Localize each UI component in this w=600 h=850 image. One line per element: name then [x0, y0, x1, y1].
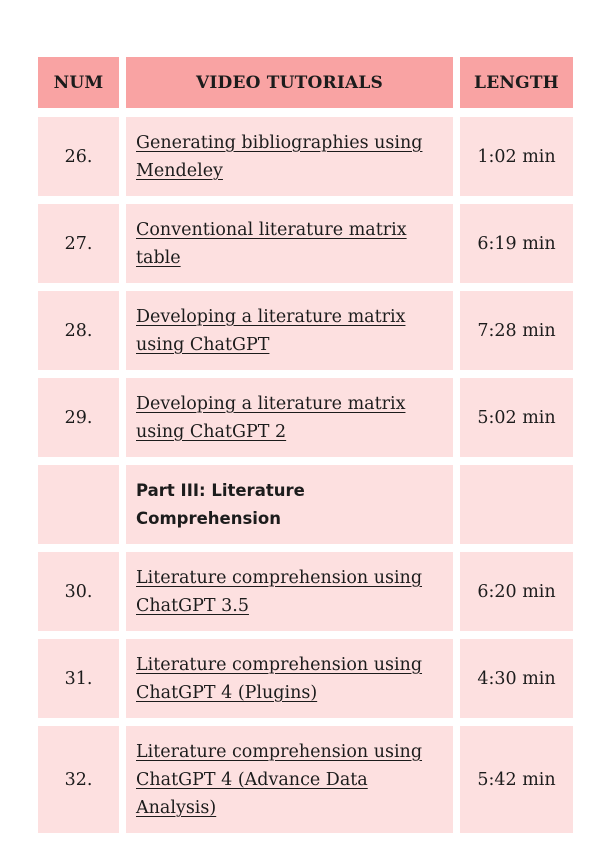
video-length: 5:02 min — [460, 378, 573, 457]
video-length: 6:19 min — [460, 204, 573, 283]
tutorial-title-cell — [126, 726, 453, 833]
row-number: 28. — [38, 291, 119, 370]
video-length: 6:20 min — [460, 552, 573, 631]
section-heading: Part III: Literature Comprehension — [136, 480, 305, 528]
video-length — [460, 465, 573, 544]
tutorial-title-cell — [126, 204, 453, 283]
tutorial-title-cell — [126, 291, 453, 370]
tutorial-link[interactable]: Generating bibliographies using Mendeley — [136, 132, 423, 181]
tutorial-link[interactable]: Conventional literature matrix table — [136, 219, 407, 268]
tutorial-link[interactable]: Developing a literature matrix using ChatGPT — [136, 306, 406, 355]
tutorial-link[interactable]: Literature comprehension using ChatGPT 4 (Plugins) — [136, 654, 423, 703]
tutorial-link[interactable]: Literature comprehension using ChatGPT 3.5 — [136, 567, 423, 616]
row-number: 27. — [38, 204, 119, 283]
row-number: 31. — [38, 639, 119, 718]
section-heading-cell — [126, 465, 453, 544]
video-length: 1:02 min — [460, 117, 573, 196]
header-video-tutorials: VIDEO TUTORIALS — [126, 57, 453, 108]
tutorial-title-cell — [126, 378, 453, 457]
header-num: NUM — [38, 57, 119, 108]
tutorial-link[interactable]: Literature comprehension using ChatGPT 4 (Advance Data Analysis) — [136, 741, 423, 818]
row-number: 26. — [38, 117, 119, 196]
video-length: 4:30 min — [460, 639, 573, 718]
tutorials-table — [38, 57, 573, 833]
tutorial-link[interactable]: Developing a literature matrix using ChatGPT 2 — [136, 393, 406, 442]
tutorial-title-cell — [126, 552, 453, 631]
video-length: 7:28 min — [460, 291, 573, 370]
tutorial-title-cell — [126, 639, 453, 718]
row-number: 32. — [38, 726, 119, 833]
row-number: 29. — [38, 378, 119, 457]
row-number: 30. — [38, 552, 119, 631]
video-length: 5:42 min — [460, 726, 573, 833]
header-length: LENGTH — [460, 57, 573, 108]
row-number — [38, 465, 119, 544]
tutorial-title-cell — [126, 117, 453, 196]
